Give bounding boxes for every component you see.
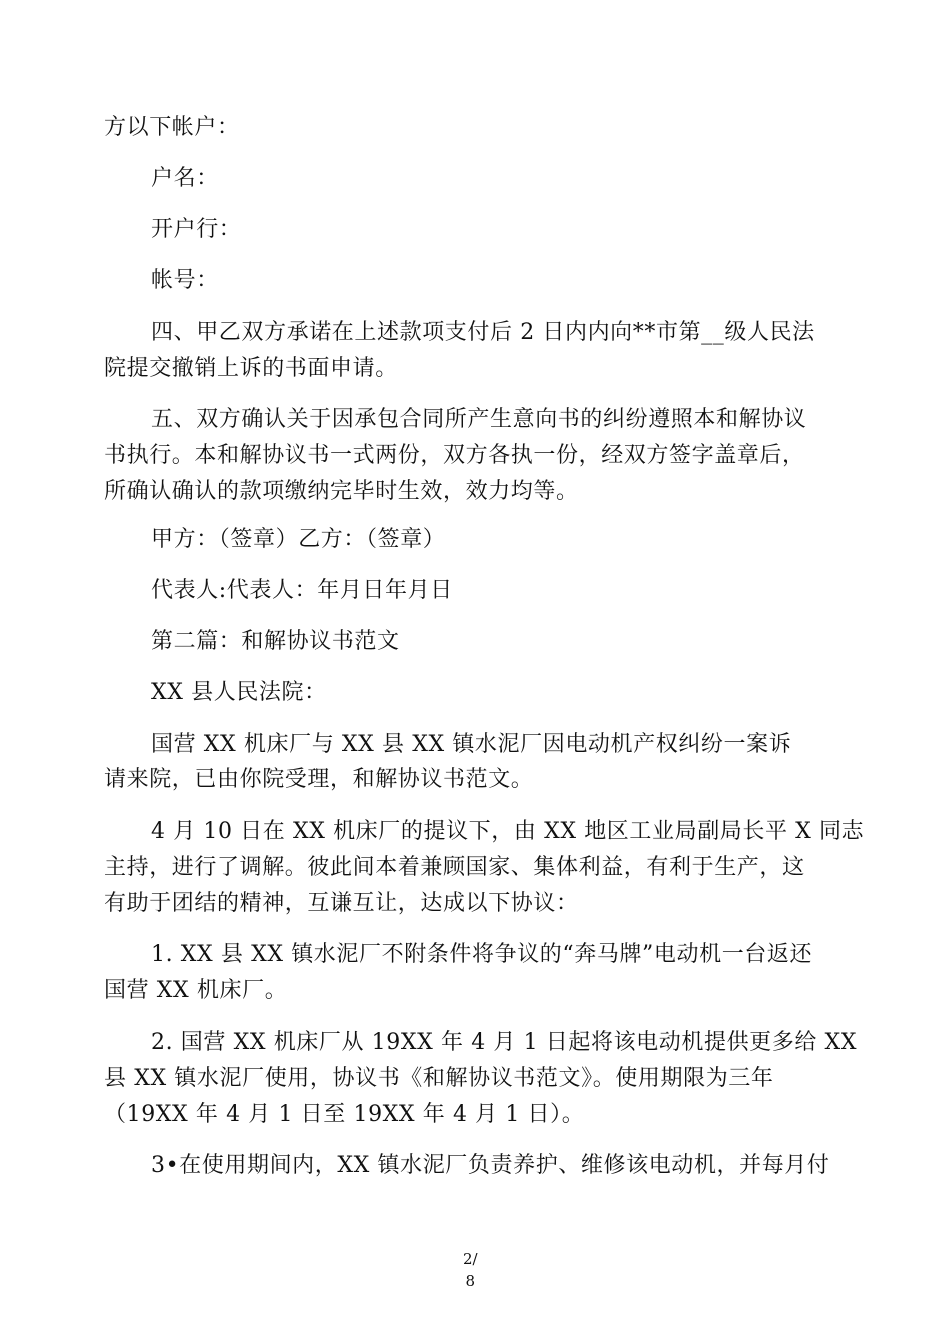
text-line: （19XX 年 4 月 1 日至 19XX 年 4 月 1 日）。 <box>104 1102 585 1127</box>
text-line: 国营 XX 机床厂与 XX 县 XX 镇水泥厂因电动机产权纠纷一案诉 <box>151 732 792 757</box>
page-number-total: 8 <box>465 1272 476 1290</box>
text-line: 户名： <box>151 166 219 191</box>
text-line: 所确认确认的款项缴纳完毕时生效，效力均等。 <box>104 479 579 504</box>
text-line: 代表人:代表人：年月日年月日 <box>151 578 453 603</box>
text-line: 4 月 10 日在 XX 机床厂的提议下，由 XX 地区工业局副局长平 X 同志 <box>151 819 865 844</box>
text-line: 四、甲乙双方承诺在上述款项支付后 2 日内内向**市第__级人民法 <box>151 320 815 345</box>
text-line: 甲方：（签章）乙方：（签章） <box>151 527 446 552</box>
text-line: 帐号： <box>151 268 219 293</box>
text-line: 书执行。本和解协议书一式两份，双方各执一份，经双方签字盖章后， <box>104 443 805 468</box>
page-number-current: 2/ <box>463 1250 478 1268</box>
text-line: 院提交撤销上诉的书面申请。 <box>104 356 398 381</box>
text-line: 方以下帐户： <box>104 115 240 140</box>
page-number <box>463 1248 478 1292</box>
text-line: 有助于团结的精神，互谦互让，达成以下协议： <box>104 891 579 916</box>
text-line: 开户行： <box>151 217 242 242</box>
list-item: 3•在使用期间内，XX 镇水泥厂负责养护、维修该电动机，并每月付 <box>151 1153 830 1178</box>
text-line: 县 XX 镇水泥厂使用，协议书《和解协议书范文》。使用期限为三年 <box>104 1066 774 1091</box>
text-line: 五、双方确认关于因承包合同所产生意向书的纠纷遵照本和解协议 <box>151 407 807 432</box>
list-item: 1. XX 县 XX 镇水泥厂不附条件将争议的“奔马牌”电动机一台返还 <box>151 942 813 967</box>
addressee: XX 县人民法院： <box>151 680 327 705</box>
list-item: 2. 国营 XX 机床厂从 19XX 年 4 月 1 日起将该电动机提供更多给 XX <box>151 1030 858 1055</box>
text-line: 国营 XX 机床厂。 <box>104 978 288 1003</box>
text-line: 主持，进行了调解。彼此间本着兼顾国家、集体利益，有利于生产，这 <box>104 855 805 880</box>
section-heading: 第二篇：和解协议书范文 <box>151 629 400 654</box>
text-line: 请来院，已由你院受理，和解协议书范文。 <box>104 767 534 792</box>
